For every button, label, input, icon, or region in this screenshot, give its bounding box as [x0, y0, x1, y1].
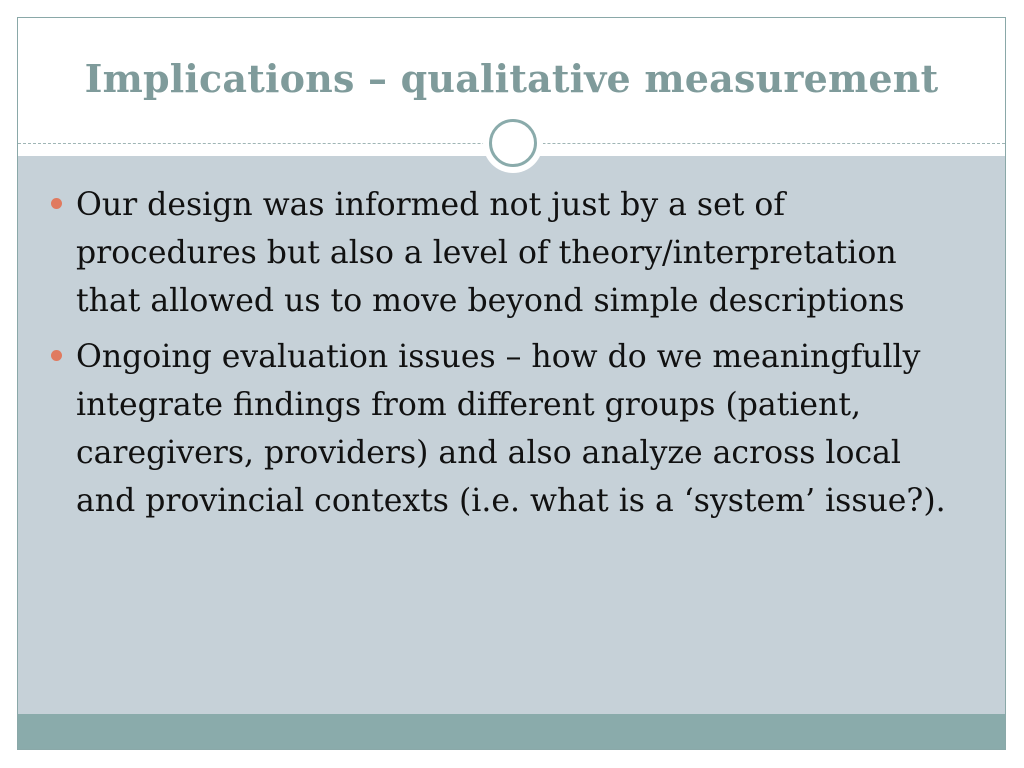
bullet-text: Our design was informed not just by a set of procedures but also a level of theory/interpretation that allowed us to move beyond simple descriptions — [76, 187, 905, 319]
footer-bar — [18, 714, 1005, 749]
bullet-item — [18, 181, 1005, 325]
bullet-item — [18, 333, 1005, 525]
slide-title: Implications – qualitative measurement — [84, 56, 939, 101]
circle-ornament-ring — [489, 119, 537, 167]
bullet-dot-icon — [51, 198, 62, 209]
bullet-list — [18, 181, 1005, 533]
slide — [17, 17, 1006, 750]
circle-ornament-icon — [483, 113, 543, 173]
bullet-text: Ongoing evaluation issues – how do we meaningfully integrate findings from different groups (patient, caregivers, providers) and also analyze across local and provincial contexts (i.e. what is a ‘system’ issue?). — [76, 339, 946, 519]
bullet-dot-icon — [51, 350, 62, 361]
